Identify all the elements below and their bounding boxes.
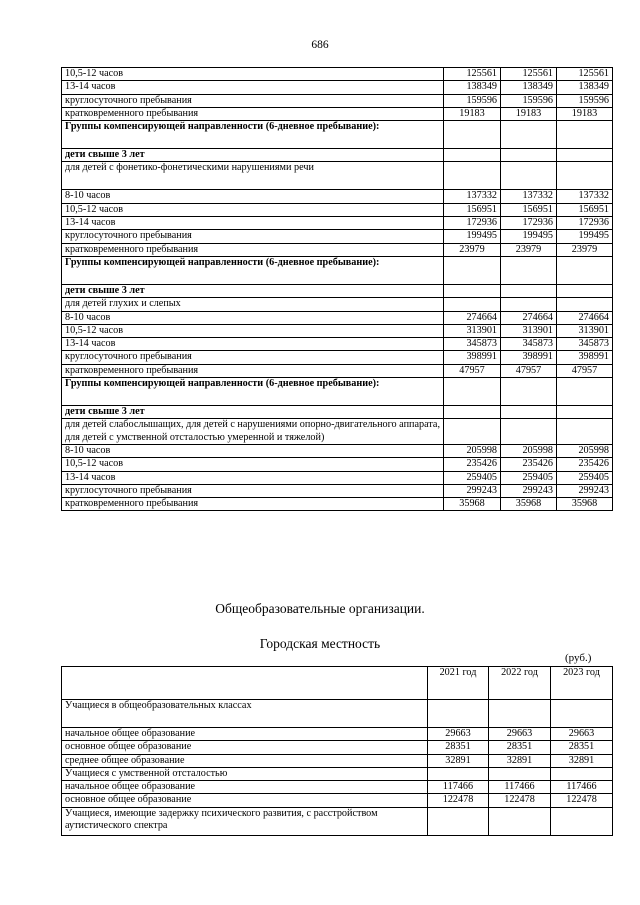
value-cell: 47957 <box>444 364 501 377</box>
value-cell: 19183 <box>501 107 557 120</box>
table-row <box>62 94 613 107</box>
value-cell: 35968 <box>444 498 501 511</box>
value-cell <box>501 419 557 445</box>
value-cell: 125561 <box>501 68 557 81</box>
year-header-label: 2023 год <box>563 667 600 678</box>
value-cell: 32891 <box>489 754 551 767</box>
value-cell: 138349 <box>444 81 501 94</box>
table-row <box>62 406 613 419</box>
row-label: 10,5-12 часов <box>62 203 444 216</box>
value-cell <box>444 378 501 406</box>
year-header-2023 <box>551 667 613 700</box>
value-cell: 313901 <box>557 324 613 337</box>
row-label: основное общее образование <box>62 741 428 754</box>
value-cell <box>444 149 501 162</box>
value-cell: 29663 <box>551 728 613 741</box>
page-number: 686 <box>311 39 329 51</box>
row-label: 10,5-12 часов <box>62 68 444 81</box>
value-cell <box>501 406 557 419</box>
value-cell <box>428 767 489 780</box>
table-row <box>62 190 613 203</box>
value-cell: 274664 <box>557 311 613 324</box>
row-label: 13-14 часов <box>62 81 444 94</box>
row-label: для детей слабослышащих, для детей с нарушениями опорно-двигательного аппарата, для детей с умственной отсталостью умеренной и тяжелой) <box>62 419 444 445</box>
value-cell <box>501 149 557 162</box>
value-cell: 299243 <box>501 484 557 497</box>
row-label: 10,5-12 часов <box>62 324 444 337</box>
year-header-label: 2021 год <box>439 667 477 678</box>
section-caption-general-education: Общеобразовательные организации. <box>215 601 425 616</box>
row-label: Учащиеся с умственной отсталостью <box>62 767 428 780</box>
table-row <box>62 754 613 767</box>
value-cell: 313901 <box>444 324 501 337</box>
value-cell: 313901 <box>501 324 557 337</box>
table-row <box>62 81 613 94</box>
value-cell: 35968 <box>557 498 613 511</box>
table-row <box>62 162 613 190</box>
value-cell: 345873 <box>444 338 501 351</box>
row-label: круглосуточного пребывания <box>62 230 444 243</box>
value-cell: 345873 <box>501 338 557 351</box>
value-cell: 29663 <box>428 728 489 741</box>
table-row <box>62 351 613 364</box>
value-cell: 259405 <box>557 471 613 484</box>
value-cell: 159596 <box>557 94 613 107</box>
table-row <box>62 298 613 311</box>
table-row <box>62 794 613 807</box>
value-cell: 172936 <box>501 217 557 230</box>
value-cell: 47957 <box>501 364 557 377</box>
row-label: кратковременного пребывания <box>62 243 444 256</box>
value-cell <box>557 298 613 311</box>
table-row <box>62 498 613 511</box>
row-label: кратковременного пребывания <box>62 107 444 120</box>
value-cell <box>501 378 557 406</box>
row-label: 13-14 часов <box>62 471 444 484</box>
value-cell: 28351 <box>489 741 551 754</box>
row-label: Группы компенсирующей направленности (6-дневное пребывание): <box>62 256 444 284</box>
value-cell: 398991 <box>557 351 613 364</box>
value-cell: 29663 <box>489 728 551 741</box>
value-cell: 32891 <box>551 754 613 767</box>
value-cell: 205998 <box>557 444 613 457</box>
header-empty-cell <box>62 667 428 700</box>
value-cell: 159596 <box>444 94 501 107</box>
value-cell: 137332 <box>501 190 557 203</box>
value-cell <box>557 162 613 190</box>
tariff-table-schools <box>61 666 613 836</box>
value-cell: 138349 <box>557 81 613 94</box>
table-row <box>62 107 613 120</box>
table-row <box>62 203 613 216</box>
value-cell <box>428 700 489 728</box>
table-header-row <box>62 667 613 700</box>
value-cell: 274664 <box>501 311 557 324</box>
row-label: для детей глухих и слепых <box>62 298 444 311</box>
value-cell: 137332 <box>557 190 613 203</box>
table-row <box>62 767 613 780</box>
value-cell: 32891 <box>428 754 489 767</box>
value-cell: 199495 <box>557 230 613 243</box>
table-row <box>62 444 613 457</box>
value-cell: 47957 <box>557 364 613 377</box>
row-label: дети свыше 3 лет <box>62 149 444 162</box>
value-cell: 28351 <box>551 741 613 754</box>
table-row <box>62 338 613 351</box>
row-label: для детей с фонетико-фонетическими нарушениями речи <box>62 162 444 190</box>
value-cell: 23979 <box>501 243 557 256</box>
value-cell <box>557 284 613 297</box>
table-row <box>62 217 613 230</box>
table-row <box>62 121 613 149</box>
value-cell: 23979 <box>444 243 501 256</box>
value-cell: 156951 <box>501 203 557 216</box>
value-cell: 235426 <box>501 458 557 471</box>
value-cell: 205998 <box>501 444 557 457</box>
table-row <box>62 471 613 484</box>
value-cell: 125561 <box>444 68 501 81</box>
value-cell: 259405 <box>444 471 501 484</box>
value-cell: 122478 <box>489 794 551 807</box>
value-cell: 172936 <box>557 217 613 230</box>
table-row <box>62 284 613 297</box>
table-row <box>62 364 613 377</box>
value-cell <box>557 121 613 149</box>
value-cell: 235426 <box>444 458 501 471</box>
value-cell <box>444 256 501 284</box>
table-row <box>62 728 613 741</box>
value-cell: 117466 <box>489 781 551 794</box>
value-cell: 156951 <box>444 203 501 216</box>
row-label: 8-10 часов <box>62 311 444 324</box>
value-cell: 19183 <box>557 107 613 120</box>
year-header-2021 <box>428 667 489 700</box>
row-label: круглосуточного пребывания <box>62 484 444 497</box>
row-label: кратковременного пребывания <box>62 364 444 377</box>
value-cell: 23979 <box>557 243 613 256</box>
table-row <box>62 419 613 445</box>
table-row <box>62 243 613 256</box>
table-row <box>62 230 613 243</box>
value-cell <box>557 419 613 445</box>
value-cell: 398991 <box>501 351 557 364</box>
value-cell <box>557 378 613 406</box>
value-cell: 345873 <box>557 338 613 351</box>
row-label: 13-14 часов <box>62 338 444 351</box>
value-cell: 138349 <box>501 81 557 94</box>
row-label: основное общее образование <box>62 794 428 807</box>
value-cell: 125561 <box>557 68 613 81</box>
table-row <box>62 458 613 471</box>
table-row <box>62 378 613 406</box>
value-cell: 199495 <box>444 230 501 243</box>
value-cell <box>501 162 557 190</box>
row-label: Учащиеся, имеющие задержку психического развития, с расстройством аутистического спектра <box>62 807 428 835</box>
value-cell: 122478 <box>428 794 489 807</box>
value-cell <box>557 256 613 284</box>
row-label: Группы компенсирующей направленности (6-дневное пребывание): <box>62 378 444 406</box>
value-cell: 199495 <box>501 230 557 243</box>
value-cell: 28351 <box>428 741 489 754</box>
row-label: 8-10 часов <box>62 190 444 203</box>
row-label: 10,5-12 часов <box>62 458 444 471</box>
value-cell <box>489 767 551 780</box>
row-label: круглосуточного пребывания <box>62 351 444 364</box>
row-label: начальное общее образование <box>62 781 428 794</box>
row-label: круглосуточного пребывания <box>62 94 444 107</box>
value-cell <box>501 284 557 297</box>
value-cell <box>444 406 501 419</box>
value-cell: 117466 <box>428 781 489 794</box>
value-cell: 19183 <box>444 107 501 120</box>
value-cell: 122478 <box>551 794 613 807</box>
value-cell: 172936 <box>444 217 501 230</box>
table-row <box>62 149 613 162</box>
table-row <box>62 256 613 284</box>
value-cell <box>557 406 613 419</box>
row-label: среднее общее образование <box>62 754 428 767</box>
value-cell: 299243 <box>444 484 501 497</box>
row-label: дети свыше 3 лет <box>62 406 444 419</box>
value-cell: 156951 <box>557 203 613 216</box>
value-cell <box>501 256 557 284</box>
section-caption-urban-area: Городская местность <box>259 636 381 651</box>
value-cell: 235426 <box>557 458 613 471</box>
value-cell <box>428 807 489 835</box>
table-row <box>62 484 613 497</box>
value-cell: 35968 <box>501 498 557 511</box>
row-label: Учащиеся в общеобразовательных классах <box>62 700 428 728</box>
value-cell: 259405 <box>501 471 557 484</box>
value-cell <box>551 807 613 835</box>
value-cell <box>557 149 613 162</box>
value-cell <box>444 284 501 297</box>
value-cell: 159596 <box>501 94 557 107</box>
table-row <box>62 741 613 754</box>
table-row <box>62 324 613 337</box>
value-cell <box>501 298 557 311</box>
units-label: (руб.) <box>565 652 592 664</box>
value-cell: 137332 <box>444 190 501 203</box>
table-row <box>62 700 613 728</box>
year-header-2022 <box>489 667 551 700</box>
year-header-label: 2022 год <box>501 667 538 678</box>
table-row <box>62 781 613 794</box>
value-cell <box>489 807 551 835</box>
table-row <box>62 68 613 81</box>
tariff-table-preschool <box>61 67 613 511</box>
row-label: дети свыше 3 лет <box>62 284 444 297</box>
value-cell: 299243 <box>557 484 613 497</box>
table-row <box>62 311 613 324</box>
row-label: Группы компенсирующей направленности (6-дневное пребывание): <box>62 121 444 149</box>
value-cell: 398991 <box>444 351 501 364</box>
value-cell <box>551 767 613 780</box>
row-label: кратковременного пребывания <box>62 498 444 511</box>
value-cell <box>489 700 551 728</box>
value-cell <box>444 419 501 445</box>
value-cell <box>444 162 501 190</box>
value-cell <box>444 298 501 311</box>
value-cell: 205998 <box>444 444 501 457</box>
row-label: 8-10 часов <box>62 444 444 457</box>
row-label: 13-14 часов <box>62 217 444 230</box>
value-cell <box>444 121 501 149</box>
row-label: начальное общее образование <box>62 728 428 741</box>
value-cell <box>551 700 613 728</box>
value-cell <box>501 121 557 149</box>
value-cell: 117466 <box>551 781 613 794</box>
table-row <box>62 807 613 835</box>
value-cell: 274664 <box>444 311 501 324</box>
